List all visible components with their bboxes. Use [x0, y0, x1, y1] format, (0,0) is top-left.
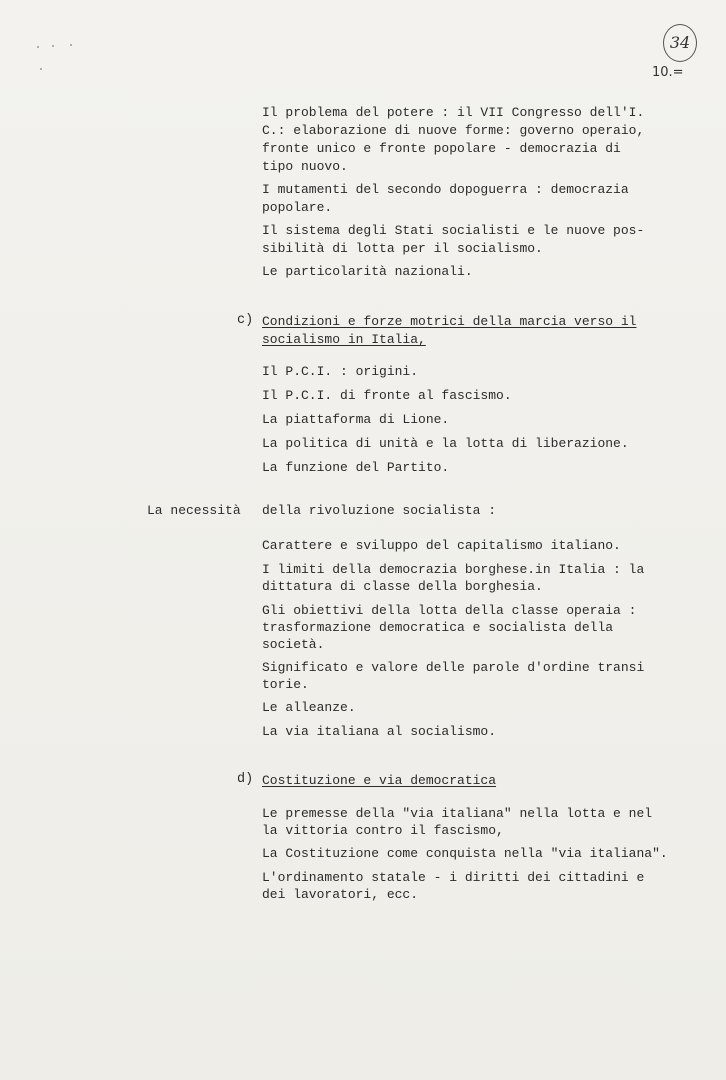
text-line: fronte unico e fronte popolare - democrazia di [262, 141, 621, 156]
text-line: Il sistema degli Stati socialisti e le nuove pos- [262, 223, 645, 238]
speck [52, 45, 54, 47]
list-item: Il P.C.I. : origini. [262, 364, 419, 379]
list-item: La Costituzione come conquista nella "via italiana". [262, 846, 668, 861]
list-item: Il P.C.I. di fronte al fascismo. [262, 388, 512, 403]
text-line: C.: elaborazione di nuove forme: governo operaio, [262, 123, 645, 138]
section-c-title: socialismo in Italia, [262, 332, 426, 347]
list-item: La via italiana al socialismo. [262, 724, 497, 739]
text-line: popolare. [262, 200, 333, 215]
necessity-label: La necessità [147, 503, 241, 518]
list-item: torie. [262, 677, 309, 692]
speck [40, 68, 42, 70]
list-item: Carattere e sviluppo del capitalismo italiano. [262, 538, 621, 553]
list-item: dittatura di classe della borghesia. [262, 579, 543, 594]
list-item: Gli obiettivi della lotta della classe operaia : [262, 603, 637, 618]
list-item: dei lavoratori, ecc. [262, 887, 419, 902]
necessity-heading: della rivoluzione socialista : [262, 503, 497, 518]
text-line: I mutamenti del secondo dopoguerra : democrazia [262, 182, 629, 197]
section-d-title: Costituzione e via democratica [262, 773, 497, 788]
text-line: Il problema del potere : il VII Congresso dell'I. [262, 105, 645, 120]
section-marker-c: c) [237, 313, 254, 328]
list-item: Le premesse della "via italiana" nella lotta e nel [262, 806, 653, 821]
list-item: Significato e valore delle parole d'ordine transi [262, 660, 645, 675]
speck [70, 44, 72, 46]
page-number: 10.= [652, 65, 684, 80]
text-line: tipo nuovo. [262, 159, 348, 174]
section-c-title: Condizioni e forze motrici della marcia verso il [262, 314, 637, 329]
speck [37, 46, 39, 48]
list-item: I limiti della democrazia borghese.in Italia : la [262, 562, 645, 577]
list-item: la vittoria contro il fascismo, [262, 823, 504, 838]
list-item: La piattaforma di Lione. [262, 412, 450, 427]
list-item: La politica di unità e la lotta di liberazione. [262, 436, 629, 451]
list-item: L'ordinamento statale - i diritti dei cittadini e [262, 870, 645, 885]
list-item: La funzione del Partito. [262, 460, 450, 475]
section-marker-d: d) [237, 772, 254, 787]
archive-stamp: 34 [663, 24, 697, 62]
text-line: sibilità di lotta per il socialismo. [262, 241, 543, 256]
list-item: trasformazione democratica e socialista della [262, 620, 614, 635]
list-item: società. [262, 637, 325, 652]
text-line: Le particolarità nazionali. [262, 264, 473, 279]
list-item: Le alleanze. [262, 700, 356, 715]
